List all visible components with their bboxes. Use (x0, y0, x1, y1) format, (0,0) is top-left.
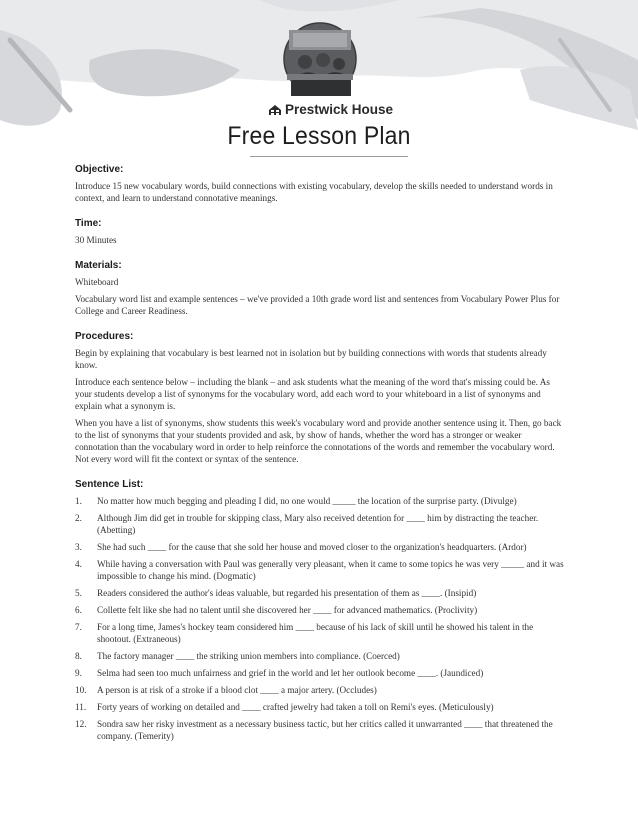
list-text: Selma had seen too much unfairness and grief in the world and let her outlook become ____. (Jaundiced) (97, 668, 484, 678)
list-text: While having a conversation with Paul was generally very pleasant, when it came to some topics he was very _____ and it was impossible to change his mind. (Dogmatic) (97, 559, 564, 581)
list-item (75, 621, 565, 645)
time-text: 30 Minutes (75, 235, 117, 245)
list-number: 10. (75, 685, 87, 695)
procedures-heading: Procedures: (75, 331, 134, 342)
objective-text: Introduce 15 new vocabulary words, build connections with existing vocabulary, develop the skills needed to understand words in context, and learn to understand connotative meanings. (75, 181, 553, 203)
list-number: 3. (75, 542, 82, 552)
list-item (75, 667, 565, 679)
sentence-list (75, 495, 565, 742)
list-text: For a long time, James's hockey team considered him ____ because of his lack of skill until he showed his talent in the shootout. (Extraneous) (97, 622, 534, 644)
list-number: 12. (75, 719, 87, 729)
sentence-list-heading: Sentence List: (75, 479, 144, 490)
list-text: Readers considered the author's ideas valuable, but regarded his presentation of them as ____. (Insipid) (97, 588, 477, 598)
list-item (75, 512, 565, 536)
house-icon (268, 104, 282, 116)
materials-item: Vocabulary word list and example sentences – we've provided a 10th grade word list and sentences from Vocabulary Power Plus for College and Career Readiness. (75, 294, 560, 316)
title-divider (250, 156, 408, 157)
lesson-content (75, 164, 565, 742)
objective-heading: Objective: (75, 164, 124, 175)
page-title: Free Lesson Plan (227, 122, 411, 150)
students-photo-icon (283, 22, 357, 96)
list-text: The factory manager ____ the striking union members into compliance. (Coerced) (97, 651, 400, 661)
time-heading: Time: (75, 218, 102, 229)
list-item (75, 684, 565, 696)
materials-item: Whiteboard (75, 277, 119, 287)
list-text: A person is at risk of a stroke if a blood clot ____ a major artery. (Occludes) (97, 685, 377, 695)
list-text: Although Jim did get in trouble for skipping class, Mary also received detention for ____ him by distracting the teacher. (Abetting) (97, 513, 539, 535)
list-number: 8. (75, 651, 82, 661)
list-text: Sondra saw her risky investment as a necessary business tactic, but her critics called it unwarranted ____ that threatened the company. (Temerity) (97, 719, 553, 741)
brand-logo (268, 102, 393, 117)
list-number: 7. (75, 622, 82, 632)
list-item (75, 650, 565, 662)
list-item (75, 495, 565, 507)
list-item (75, 541, 565, 553)
materials-heading: Materials: (75, 260, 122, 271)
list-item (75, 558, 565, 582)
list-text: Forty years of working on detailed and ____ crafted jewelry had taken a toll on Remi's eyes. (Meticulously) (97, 702, 494, 712)
list-number: 1. (75, 496, 82, 506)
list-text: She had such ____ for the cause that she sold her house and moved closer to the organization's headquarters. (Ardor) (97, 542, 527, 552)
list-item (75, 701, 565, 713)
list-text: Collette felt like she had no talent until she discovered her ____ for advanced mathematics. (Proclivity) (97, 605, 478, 615)
procedures-paragraph: When you have a list of synonyms, show students this week's vocabulary word and provide another sentence using it. Then, go back to the list of synonyms that your students provided and ask, by show of hands, whether the word has a stronger or weaker connotation than the vocabulary word in order to help reinforce the connotations of the words and remember the vocabulary word. Not every word will fit the context or syntax of the sentence. (75, 418, 562, 464)
list-item (75, 718, 565, 742)
list-item (75, 604, 565, 616)
list-number: 9. (75, 668, 82, 678)
brand-name: Prestwick House (285, 102, 394, 117)
procedures-paragraph: Introduce each sentence below – including the blank – and ask students what the meaning of the word that's missing could be. As your students develop a list of synonyms for the vocabulary word, add each word to your whiteboard in a list of synonyms and explain what a synonym is. (75, 377, 550, 411)
list-number: 2. (75, 513, 82, 523)
list-number: 11. (75, 702, 87, 712)
list-item (75, 587, 565, 599)
list-number: 4. (75, 559, 82, 569)
procedures-paragraph: Begin by explaining that vocabulary is best learned not in isolation but by building connections with words that students already know. (75, 348, 547, 370)
list-text: No matter how much begging and pleading I did, no one would _____ the location of the surprise party. (Divulge) (97, 496, 517, 506)
list-number: 6. (75, 605, 82, 615)
list-number: 5. (75, 588, 82, 598)
logo-emblem (283, 22, 357, 96)
